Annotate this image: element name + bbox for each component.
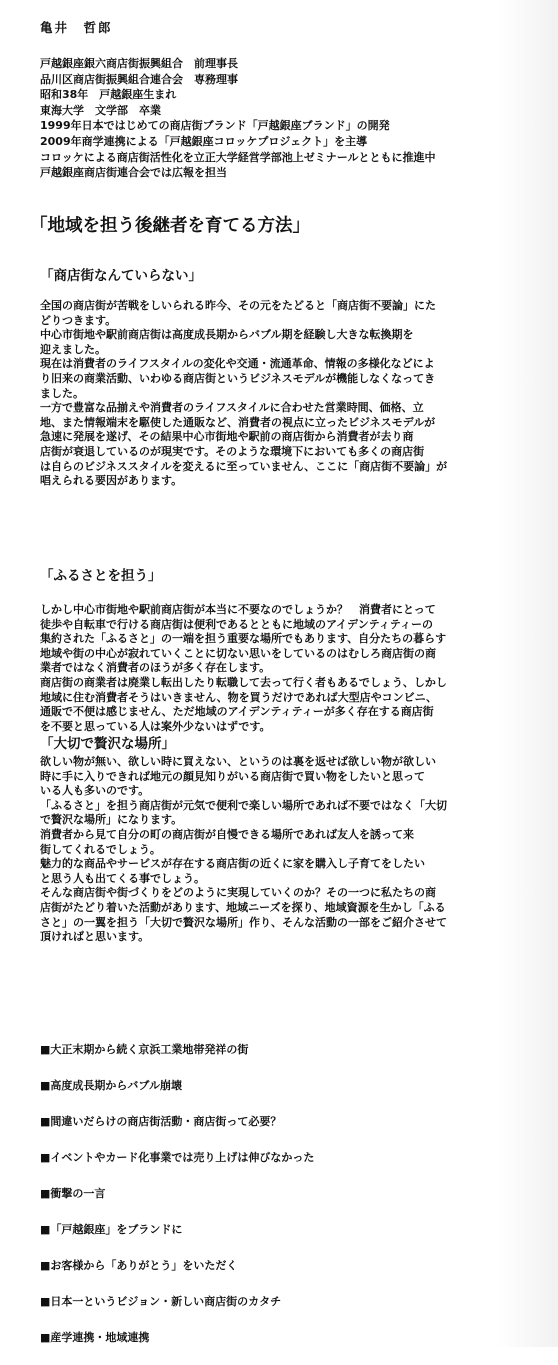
body-line: 現在は消費者のライフスタイルの変化や交通・流通革命、情報の多様化などによ: [40, 357, 435, 371]
list-item: ■産学連携・地域連携: [40, 1331, 150, 1344]
body-line: は自らのビジネススタイルを変えるに至っていません、ここに「商店街不要論」が: [40, 459, 448, 473]
body-line: 一方で豊富な品揃えや消費者のライフスタイルに合わせた営業時間、価格、立: [40, 401, 424, 415]
body-line: 店街がたどり着いた活動があります、地域ニーズを探り、地域資源を生かし「ふる: [40, 900, 446, 914]
topic-list: [40, 1041, 314, 1365]
section-heading: 「ふるさとを担う」: [40, 568, 162, 584]
body-line: 業者ではなく消費者のほうが多く存在します。: [40, 661, 271, 675]
section-heading: 「商店街なんていらない」: [40, 268, 202, 284]
list-item: ■お客様から「ありがとう」をいただく: [40, 1259, 238, 1272]
author-profile: [40, 56, 436, 181]
list-item: ■イベントやカード化事業では売り上げは伸びなかった: [40, 1151, 315, 1164]
body-line: いる人も多いのです。: [40, 784, 150, 798]
list-item: ■衝撃の一言: [40, 1187, 106, 1200]
profile-line: 品川区商店街振興組合連合会 専務理事: [40, 72, 238, 86]
body-line: 消費者から見て自分の町の商店街が自慢できる場所であれば友人を誘って来: [40, 827, 414, 841]
body-line: 地域や街の中心が寂れていくことに切ない思いをしているのはむしろ商店街の商: [40, 646, 436, 660]
section-body: [40, 755, 530, 945]
body-line: 商店街の商業者は廃業し転出したり転職して去って行く者もあるでしょう、しかし: [40, 675, 447, 689]
author-name: 亀井 哲郎: [40, 20, 113, 35]
body-line: しかし中心市街地や駅前商店街が本当に不要なのでしょうか？ 消費者にとって: [40, 603, 436, 616]
body-line: そんな商店街や街づくりをどのように実現していくのか？その一つに私たちの商: [40, 886, 436, 900]
body-line: 唱えられる要因があります。: [40, 474, 183, 488]
section-body: [40, 299, 530, 489]
body-line: で贅沢な場所」になります。: [40, 813, 183, 827]
body-line: どりつきます。: [40, 313, 117, 327]
body-line: 徒歩や自転車で行ける商店街は便利であるとともに地域のアイデンティティーの: [40, 617, 434, 631]
profile-line: コロッケによる商店街活性化を立正大学経営学部池上ゼミナールとともに推進中: [40, 150, 436, 164]
body-line: 魅力的な商品やサービスが存在する商店街の近くに家を購入し子育てをしたい: [40, 857, 425, 871]
body-line: を不要と思っている人は案外少ないはずです。: [40, 719, 271, 733]
body-line: 中心市街地や駅前商店街は高度成長期からバブル期を経験し大きな転換期を: [40, 328, 414, 342]
body-line: 街してくれるでしょう。: [40, 842, 161, 856]
body-line: ました。: [40, 386, 84, 400]
body-line: り旧来の商業活動、いわゆる商店街というビジネスモデルが機能しなくなってき: [40, 371, 436, 385]
list-item: ■高度成長期からバブル崩壊: [40, 1079, 182, 1092]
body-line: 集約された「ふるさと」の一端を担う重要な場所でもあります、自分たちの暮らす: [40, 632, 447, 646]
profile-line: 1999年日本ではじめての商店街ブランド「戸越銀座ブランド」の開発: [40, 119, 390, 133]
profile-line: 昭和38年 戸越銀座生まれ: [40, 88, 177, 102]
body-line: 迎えました。: [40, 342, 106, 356]
document-title: 「地域を担う後継者を育てる方法」: [30, 216, 310, 236]
list-item: ■大正末期から続く京浜工業地帯発祥の街: [40, 1043, 249, 1056]
profile-line: 東海大学 文学部 卒業: [40, 103, 161, 117]
body-line: 「ふるさと」を担う商店街が元気で便利で楽しい場所であれば不要ではなく「大切: [40, 798, 447, 812]
section-heading: 「大切で贅沢な場所」: [40, 736, 175, 752]
list-item: ■間違いだらけの商店街活動・商店街って必要？: [40, 1115, 282, 1128]
body-line: 欲しい物が無い、欲しい時に買えない、というのは裏を返せば欲しい物が欲しい: [40, 755, 436, 768]
profile-line: 戸越銀座銀六商店街振興組合 前理事長: [40, 57, 238, 70]
body-line: 全国の商店街が苦戦をしいられる昨今、その元をたどると「商店街不要論」にた: [40, 299, 436, 312]
profile-line: 戸越銀座商店街連合会では広報を担当: [40, 166, 227, 180]
body-line: さと」の一翼を担う「大切で贅沢な場所」作り、そんな活動の一部をご紹介させて: [40, 915, 447, 929]
body-line: 店街が衰退しているのが現実です。そのような環境下においても多くの商店街: [40, 444, 425, 458]
profile-line: 2009年商学連携による「戸越銀座コロッケプロジェクト」を主導: [40, 134, 368, 148]
body-line: 地域に住む消費者そうはいきません、物を買うだけであれば大型店やコンビニ、: [40, 690, 437, 704]
body-line: 通販で不便は感じません、ただ地域のアイデンティティーが多く存在する商店街: [40, 705, 434, 719]
list-item: ■日本一というビジョン・新しい商店街のカタチ: [40, 1295, 282, 1308]
body-line: 頂ければと思います。: [40, 930, 150, 944]
body-line: 急速に発展を遂げ、その結果中心市街地や駅前の商店街から消費者が去り商: [40, 430, 414, 444]
body-line: 地、また情報端末を駆使した通販など、消費者の視点に立ったビジネスモデルが: [40, 415, 436, 429]
section-body: [40, 603, 530, 734]
list-item: ■「戸越銀座」をブランドに: [40, 1223, 183, 1236]
body-line: 時に手に入りできれば地元の顔見知りがいる商店街で買い物をしたいと思って: [40, 769, 425, 783]
body-line: と思う人も出てくる事でしょう。: [40, 871, 205, 885]
